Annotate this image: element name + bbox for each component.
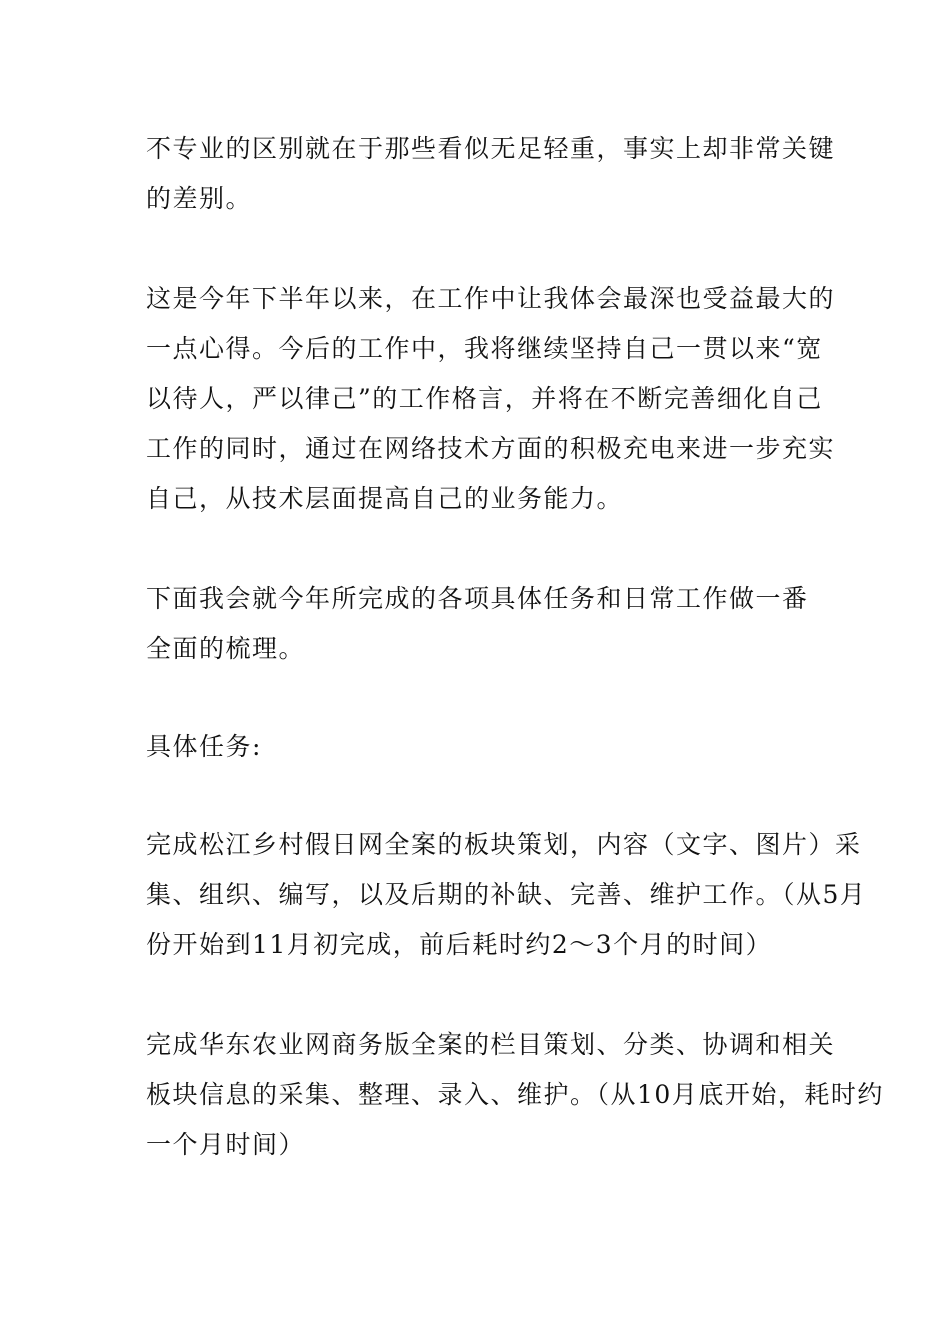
text-line: 完成华东农业网商务版全案的栏目策划、分类、协调和相关 — [146, 1030, 836, 1059]
paragraph-work-insight — [146, 274, 836, 524]
text-line: 全面的梳理。 — [146, 634, 306, 663]
text-line: 自己，从技术层面提高自己的业务能力。 — [146, 484, 624, 513]
text-line: 下面我会就今年所完成的各项具体任务和日常工作做一番 — [146, 584, 809, 613]
text-line: 集、组织、编写，以及后期的补缺、完善、维护工作。（从5月 — [146, 880, 867, 909]
text-line: 以待人，严以律己”的工作格言，并将在不断完善细化自己 — [146, 384, 823, 413]
paragraph-review-intro — [146, 574, 808, 674]
paragraph-professional-difference — [146, 124, 836, 224]
section-heading-specific-tasks — [146, 722, 808, 772]
text-line: 一点心得。今后的工作中，我将继续坚持自己一贯以来“宽 — [146, 334, 823, 363]
task-item-songjiang — [146, 820, 867, 970]
text-line: 份开始到11月初完成，前后耗时约2～3个月的时间） — [146, 930, 773, 959]
text-line: 一个月时间） — [146, 1130, 306, 1159]
text-line: 不专业的区别就在于那些看似无足轻重，事实上却非常关键 — [146, 134, 836, 163]
text-line: 这是今年下半年以来，在工作中让我体会最深也受益最大的 — [146, 284, 836, 313]
task-item-huadong — [146, 1020, 884, 1170]
text-line: 板块信息的采集、整理、录入、维护。（从10月底开始，耗时约 — [146, 1080, 884, 1109]
text-line: 完成松江乡村假日网全案的板块策划，内容（文字、图片）采 — [146, 830, 862, 859]
text-line: 具体任务: — [146, 732, 262, 761]
text-line: 工作的同时，通过在网络技术方面的积极充电来进一步充实 — [146, 434, 836, 463]
text-line: 的差别。 — [146, 184, 253, 213]
